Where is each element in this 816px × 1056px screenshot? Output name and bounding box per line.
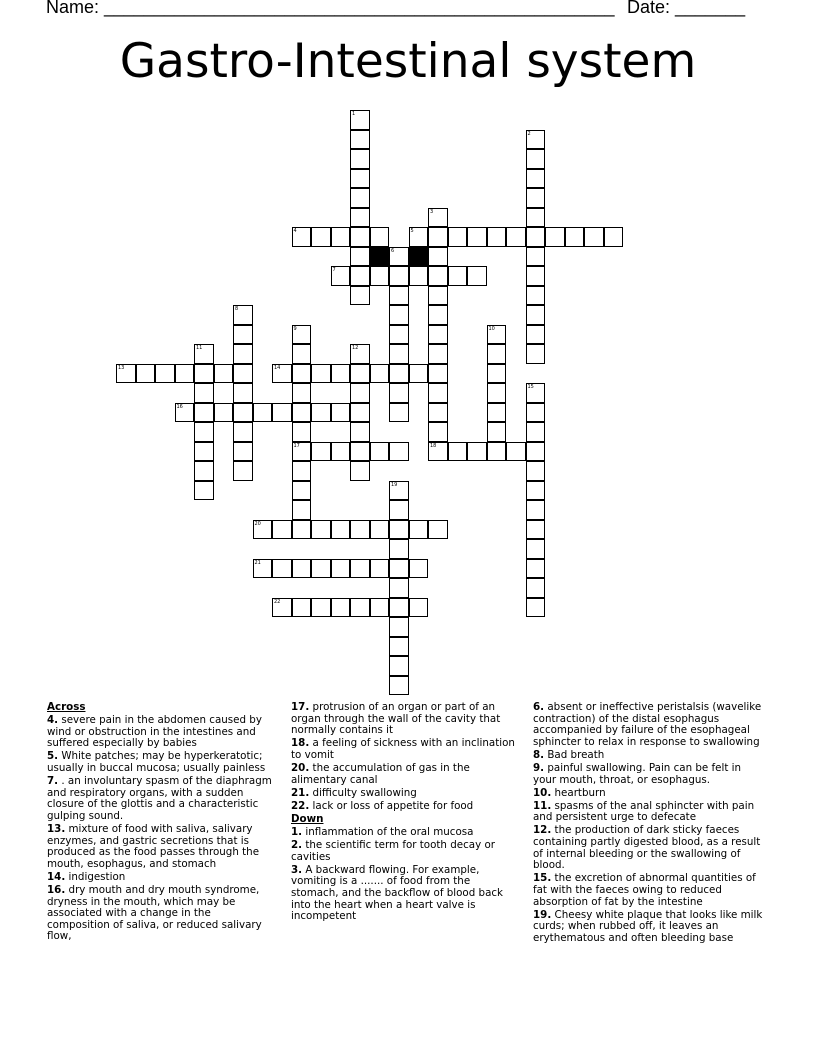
clue-item xyxy=(47,715,275,750)
clue-number: 22 xyxy=(274,598,281,605)
clue-item-text: the production of dark sticky faeces containing partly digested blood, as a result of internal bleeding or the swallowing of blood. xyxy=(533,824,761,872)
clue-item-text: difficulty swallowing xyxy=(312,786,417,799)
grid-cell[interactable] xyxy=(292,520,312,540)
grid-cell[interactable] xyxy=(428,364,448,384)
grid-cell[interactable] xyxy=(389,676,409,696)
grid-cell[interactable] xyxy=(331,227,351,247)
clue-number: 2 xyxy=(527,130,531,137)
clue-number: 6 xyxy=(391,247,395,254)
grid-cell[interactable] xyxy=(487,344,507,364)
grid-cell[interactable] xyxy=(370,266,390,286)
clue-item-number: 9. xyxy=(533,761,545,774)
grid-cell[interactable] xyxy=(487,383,507,403)
clue-item-text: spasms of the anal sphincter with pain and persistent urge to defecate xyxy=(533,799,755,824)
clue-item-number: 16. xyxy=(47,883,66,896)
clue-item-number: 22. xyxy=(291,799,310,812)
grid-cell[interactable] xyxy=(214,364,234,384)
clue-item xyxy=(291,827,516,839)
clue-item xyxy=(533,702,765,748)
clue-number: 9 xyxy=(293,325,297,332)
clues-column-1 xyxy=(47,702,275,944)
black-cell xyxy=(409,247,429,267)
grid-cell[interactable] xyxy=(350,383,370,403)
grid-cell[interactable] xyxy=(506,442,526,462)
grid-cell[interactable] xyxy=(526,481,546,501)
grid-cell[interactable] xyxy=(526,286,546,306)
grid-cell[interactable] xyxy=(292,403,312,423)
grid-cell[interactable] xyxy=(448,442,468,462)
grid-cell[interactable] xyxy=(350,227,370,247)
grid-cell[interactable] xyxy=(311,598,331,618)
clue-item-number: 21. xyxy=(291,786,310,799)
grid-cell[interactable] xyxy=(350,461,370,481)
clue-item-number: 20. xyxy=(291,761,310,774)
clue-number: 15 xyxy=(527,384,534,390)
grid-cell[interactable] xyxy=(350,169,370,189)
clue-item-text: dry mouth and dry mouth syndrome, dryness in the mouth, which may be associated with a change in the composition of saliva, or reduced salivary flow, xyxy=(47,883,262,943)
grid-cell[interactable] xyxy=(370,227,390,247)
grid-cell[interactable] xyxy=(194,403,214,423)
grid-cell[interactable] xyxy=(409,266,429,286)
grid-cell[interactable] xyxy=(487,442,507,462)
grid-cell[interactable] xyxy=(350,598,370,618)
grid-cell[interactable] xyxy=(389,383,409,403)
grid-cell[interactable] xyxy=(331,442,351,462)
grid-cell[interactable] xyxy=(272,559,292,579)
clue-number: 16 xyxy=(176,403,183,410)
grid-cell[interactable] xyxy=(350,364,370,384)
down-heading: Down xyxy=(291,812,324,825)
grid-cell[interactable] xyxy=(428,344,448,364)
grid-cell[interactable] xyxy=(370,559,390,579)
grid-cell[interactable] xyxy=(428,403,448,423)
grid-cell[interactable] xyxy=(350,208,370,228)
clue-number: 21 xyxy=(254,559,261,566)
grid-cell[interactable] xyxy=(233,383,253,403)
clue-item-text: lack or loss of appetite for food xyxy=(312,799,474,812)
clue-number: 18 xyxy=(430,442,437,449)
grid-cell[interactable] xyxy=(194,481,214,501)
clue-item-text: absent or ineffective peristalsis (wavelike contraction) of the distal esophagus accompanied by failure of the esophageal sphincter to relax in response to swallowing xyxy=(533,701,762,748)
grid-cell[interactable] xyxy=(370,520,390,540)
clue-number: 7 xyxy=(332,267,336,273)
clue-item-text: heartburn xyxy=(554,786,606,799)
clue-number: 20 xyxy=(254,520,261,527)
grid-cell[interactable] xyxy=(389,286,409,306)
grid-cell[interactable] xyxy=(350,247,370,267)
clue-item-text: protrusion of an organ or part of an organ through the wall of the cavity that normally contains it xyxy=(291,701,501,737)
name-field-label: Name: ___________________________________________________ xyxy=(46,0,615,17)
clue-item-number: 14. xyxy=(47,870,66,883)
clue-item-text: the scientific term for tooth decay or cavities xyxy=(291,839,495,863)
grid-cell[interactable] xyxy=(350,286,370,306)
clue-item-number: 8. xyxy=(533,748,545,761)
grid-cell[interactable] xyxy=(467,227,487,247)
clue-item-text: Cheesy white plaque that looks like milk curds; when rubbed off, it leaves an erythematous and often bleeding base xyxy=(533,908,763,944)
grid-cell[interactable] xyxy=(389,637,409,657)
grid-cell[interactable] xyxy=(467,266,487,286)
grid-cell[interactable] xyxy=(526,149,546,169)
grid-cell[interactable] xyxy=(136,364,156,384)
grid-cell[interactable] xyxy=(389,656,409,676)
clue-item-text: Bad breath xyxy=(547,748,605,761)
clue-number: 14 xyxy=(274,364,281,371)
grid-cell[interactable] xyxy=(292,481,312,501)
grid-cell[interactable] xyxy=(487,422,507,442)
grid-cell[interactable] xyxy=(311,227,331,247)
across-clue-list-continued xyxy=(291,702,516,812)
grid-cell[interactable] xyxy=(214,403,234,423)
clue-item xyxy=(533,873,765,908)
grid-cell[interactable] xyxy=(233,403,253,423)
clue-number: 12 xyxy=(352,345,359,351)
grid-cell[interactable] xyxy=(526,227,546,247)
grid-cell[interactable] xyxy=(311,559,331,579)
grid-cell[interactable] xyxy=(526,578,546,598)
grid-cell[interactable] xyxy=(526,442,546,462)
grid-cell[interactable] xyxy=(233,364,253,384)
grid-cell[interactable] xyxy=(409,520,429,540)
clue-item xyxy=(47,751,275,774)
clue-item-number: 11. xyxy=(533,799,552,812)
clue-number: 10 xyxy=(488,325,495,332)
clue-item xyxy=(291,702,516,737)
grid-cell[interactable] xyxy=(175,364,195,384)
grid-cell[interactable] xyxy=(448,227,468,247)
grid-cell[interactable] xyxy=(331,520,351,540)
grid-cell[interactable] xyxy=(292,500,312,520)
grid-cell[interactable] xyxy=(526,422,546,442)
clue-item xyxy=(47,885,275,943)
grid-cell[interactable] xyxy=(526,539,546,559)
clue-item-number: 4. xyxy=(47,714,59,727)
clue-number: 4 xyxy=(293,228,297,234)
grid-cell[interactable] xyxy=(526,266,546,286)
clue-number: 5 xyxy=(410,228,414,234)
clue-item-number: 3. xyxy=(291,863,303,876)
grid-cell[interactable] xyxy=(292,422,312,442)
grid-cell[interactable] xyxy=(292,364,312,384)
clue-number: 19 xyxy=(391,481,398,488)
grid-cell[interactable] xyxy=(428,383,448,403)
clue-item-number: 1. xyxy=(291,825,303,838)
grid-cell[interactable] xyxy=(428,422,448,442)
grid-cell[interactable] xyxy=(526,169,546,189)
grid-cell[interactable] xyxy=(350,403,370,423)
clue-item xyxy=(533,825,765,871)
clue-item-number: 10. xyxy=(533,786,552,799)
grid-cell[interactable] xyxy=(194,364,214,384)
grid-cell[interactable] xyxy=(526,598,546,618)
grid-cell[interactable] xyxy=(389,539,409,559)
grid-cell[interactable] xyxy=(292,344,312,364)
grid-cell[interactable] xyxy=(272,403,292,423)
grid-cell[interactable] xyxy=(389,364,409,384)
grid-cell[interactable] xyxy=(604,227,624,247)
clue-item xyxy=(533,910,765,945)
clue-item xyxy=(533,788,765,800)
grid-cell[interactable] xyxy=(389,442,409,462)
grid-cell[interactable] xyxy=(389,305,409,325)
grid-cell[interactable] xyxy=(389,617,409,637)
grid-cell[interactable] xyxy=(350,266,370,286)
grid-cell[interactable] xyxy=(409,559,429,579)
black-cell xyxy=(370,247,390,267)
grid-cell[interactable] xyxy=(565,227,585,247)
grid-cell[interactable] xyxy=(194,442,214,462)
clue-item-text: indigestion xyxy=(68,870,126,883)
clue-item-text: mixture of food with saliva, salivary enzymes, and gastric secretions that is produced as the food passes through the mouth, esophagus, and stomach xyxy=(47,822,260,870)
grid-cell[interactable] xyxy=(448,266,468,286)
grid-cell[interactable] xyxy=(389,500,409,520)
grid-cell[interactable] xyxy=(428,266,448,286)
clue-item-text: severe pain in the abdomen caused by wind or obstruction in the intestines and suffered especially by babies xyxy=(47,714,262,750)
clue-item xyxy=(533,763,765,786)
grid-cell[interactable] xyxy=(233,422,253,442)
clues-column-2 xyxy=(291,702,516,924)
grid-cell[interactable] xyxy=(526,188,546,208)
clue-item xyxy=(47,872,275,884)
clue-number: 11 xyxy=(196,345,203,351)
grid-cell[interactable] xyxy=(487,227,507,247)
grid-cell[interactable] xyxy=(487,403,507,423)
grid-cell[interactable] xyxy=(331,598,351,618)
grid-cell[interactable] xyxy=(292,598,312,618)
clue-item-text: painful swallowing. Pain can be felt in your mouth, throat, or esophagus. xyxy=(533,761,742,786)
grid-cell[interactable] xyxy=(389,403,409,423)
grid-cell[interactable] xyxy=(467,442,487,462)
down-clue-list-continued xyxy=(533,702,765,944)
grid-cell[interactable] xyxy=(526,559,546,579)
grid-cell[interactable] xyxy=(428,247,448,267)
clue-item-text: a feeling of sickness with an inclination to vomit xyxy=(291,737,515,761)
clue-item-number: 15. xyxy=(533,872,552,885)
grid-cell[interactable] xyxy=(233,344,253,364)
grid-cell[interactable] xyxy=(370,442,390,462)
grid-cell[interactable] xyxy=(350,188,370,208)
clue-item-number: 18. xyxy=(291,737,310,750)
clue-item-text: inflammation of the oral mucosa xyxy=(305,825,474,838)
grid-cell[interactable] xyxy=(526,344,546,364)
grid-cell[interactable] xyxy=(389,266,409,286)
grid-cell[interactable] xyxy=(428,227,448,247)
clue-item-text: White patches; may be hyperkeratotic; usually in buccal mucosa; usually painless xyxy=(47,750,266,774)
grid-cell[interactable] xyxy=(311,403,331,423)
grid-cell[interactable] xyxy=(506,227,526,247)
grid-cell[interactable] xyxy=(526,403,546,423)
page-title: Gastro-Intestinal system xyxy=(119,34,697,89)
clue-number: 13 xyxy=(118,364,125,371)
clue-item-number: 7. xyxy=(47,775,59,788)
across-clue-list xyxy=(47,715,275,943)
grid-cell[interactable] xyxy=(526,247,546,267)
clue-number: 17 xyxy=(293,442,300,449)
grid-cell[interactable] xyxy=(526,325,546,345)
grid-cell[interactable] xyxy=(350,520,370,540)
clue-item-number: 12. xyxy=(533,824,552,837)
grid-cell[interactable] xyxy=(350,422,370,442)
grid-cell[interactable] xyxy=(428,305,448,325)
grid-cell[interactable] xyxy=(584,227,604,247)
clue-item-number: 17. xyxy=(291,701,310,713)
grid-cell[interactable] xyxy=(311,364,331,384)
grid-cell[interactable] xyxy=(311,520,331,540)
grid-cell[interactable] xyxy=(233,325,253,345)
date-field-label: Date: _______ xyxy=(627,0,746,17)
down-clue-list xyxy=(291,827,516,923)
clue-item xyxy=(533,801,765,824)
grid-cell[interactable] xyxy=(545,227,565,247)
grid-cell[interactable] xyxy=(331,364,351,384)
clue-item xyxy=(291,738,516,761)
grid-cell[interactable] xyxy=(331,559,351,579)
clue-item-number: 5. xyxy=(47,750,59,763)
grid-cell[interactable] xyxy=(389,559,409,579)
across-heading: Across xyxy=(47,701,86,713)
grid-cell[interactable] xyxy=(389,325,409,345)
grid-cell[interactable] xyxy=(428,325,448,345)
grid-cell[interactable] xyxy=(526,305,546,325)
grid-cell[interactable] xyxy=(272,520,292,540)
clue-item-text: A backward flowing. For example, vomiting is a ....... of food from the stomach, and the backflow of blood back into the heart when a heart valve is incompetent xyxy=(291,863,504,923)
grid-cell[interactable] xyxy=(370,364,390,384)
clue-item xyxy=(291,763,516,786)
clue-item xyxy=(291,840,516,863)
clue-item xyxy=(291,801,516,813)
clue-item-number: 2. xyxy=(291,839,303,852)
grid-cell[interactable] xyxy=(350,559,370,579)
clue-item-number: 13. xyxy=(47,822,66,835)
grid-cell[interactable] xyxy=(526,520,546,540)
clue-item-text: . an involuntary spasm of the diaphragm and respiratory organs, with a sudden closure of the glottis and a characteristic gulping sound. xyxy=(47,775,272,822)
clue-number: 3 xyxy=(430,208,434,215)
clue-item-number: 19. xyxy=(533,908,552,921)
grid-cell[interactable] xyxy=(350,442,370,462)
grid-cell[interactable] xyxy=(331,403,351,423)
grid-cell[interactable] xyxy=(194,422,214,442)
grid-cell[interactable] xyxy=(389,344,409,364)
grid-cell[interactable] xyxy=(409,364,429,384)
clue-item xyxy=(291,788,516,800)
grid-cell[interactable] xyxy=(350,130,370,150)
clue-item xyxy=(291,865,516,923)
grid-cell[interactable] xyxy=(292,461,312,481)
clue-number: 8 xyxy=(235,306,239,312)
clue-item-number: 6. xyxy=(533,701,545,713)
grid-cell[interactable] xyxy=(311,442,331,462)
clue-item xyxy=(47,824,275,870)
grid-cell[interactable] xyxy=(370,598,390,618)
grid-cell[interactable] xyxy=(428,520,448,540)
grid-cell[interactable] xyxy=(233,461,253,481)
grid-cell[interactable] xyxy=(428,286,448,306)
grid-cell[interactable] xyxy=(194,461,214,481)
grid-cell[interactable] xyxy=(389,598,409,618)
clue-item xyxy=(533,750,765,762)
grid-cell[interactable] xyxy=(253,403,273,423)
grid-cell[interactable] xyxy=(487,364,507,384)
grid-cell[interactable] xyxy=(194,383,214,403)
grid-cell[interactable] xyxy=(526,500,546,520)
grid-cell[interactable] xyxy=(389,578,409,598)
clues-column-3 xyxy=(533,702,765,946)
clue-item-text: the accumulation of gas in the alimentary canal xyxy=(291,761,470,786)
grid-cell[interactable] xyxy=(233,442,253,462)
clue-item-text: the excretion of abnormal quantities of fat with the faeces owing to reduced absorption of fat by the intestine xyxy=(533,872,756,908)
clue-item xyxy=(47,776,275,822)
clue-number: 1 xyxy=(352,111,356,117)
grid-cell[interactable] xyxy=(292,383,312,403)
grid-cell[interactable] xyxy=(389,520,409,540)
grid-cell[interactable] xyxy=(350,149,370,169)
grid-cell[interactable] xyxy=(409,598,429,618)
grid-cell[interactable] xyxy=(155,364,175,384)
grid-cell[interactable] xyxy=(526,461,546,481)
grid-cell[interactable] xyxy=(292,559,312,579)
grid-cell[interactable] xyxy=(526,208,546,228)
